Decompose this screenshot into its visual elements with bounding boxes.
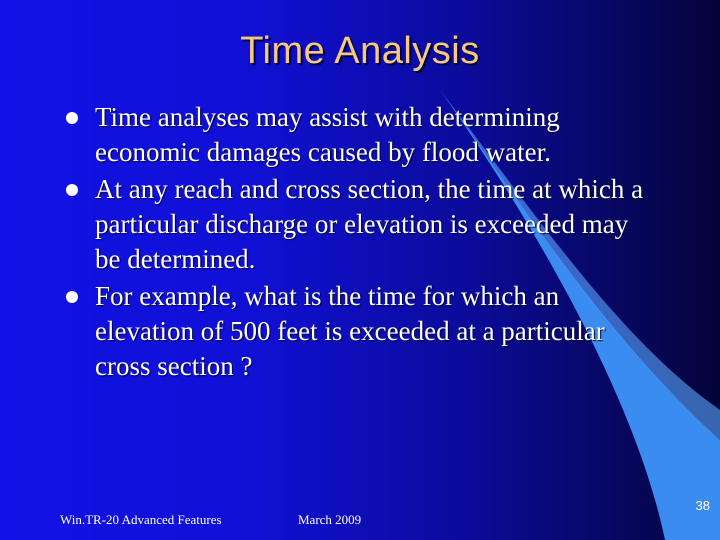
bullet-text: Time analyses may assist with determining economic damages caused by flood water. [95, 102, 560, 167]
bullet-list [60, 100, 660, 386]
footer-title: Win.TR-20 Advanced Features [60, 512, 222, 527]
bullet-item [60, 172, 660, 277]
slide-title: Time Analysis [240, 30, 480, 72]
bullet-item [60, 100, 660, 170]
bullet-text: At any reach and cross section, the time at which a particular discharge or elevation is exceeded may be determined. [95, 174, 644, 274]
bullet-item [60, 279, 660, 384]
footer-date: March 2009 [298, 512, 362, 527]
bullet-dot-icon [66, 184, 78, 196]
bullet-dot-icon [66, 291, 78, 303]
bullet-text: For example, what is the time for which an elevation of 500 feet is exceeded at a particular cross section ? [95, 281, 605, 381]
page-number: 38 [695, 498, 710, 513]
bullet-dot-icon [66, 112, 78, 124]
